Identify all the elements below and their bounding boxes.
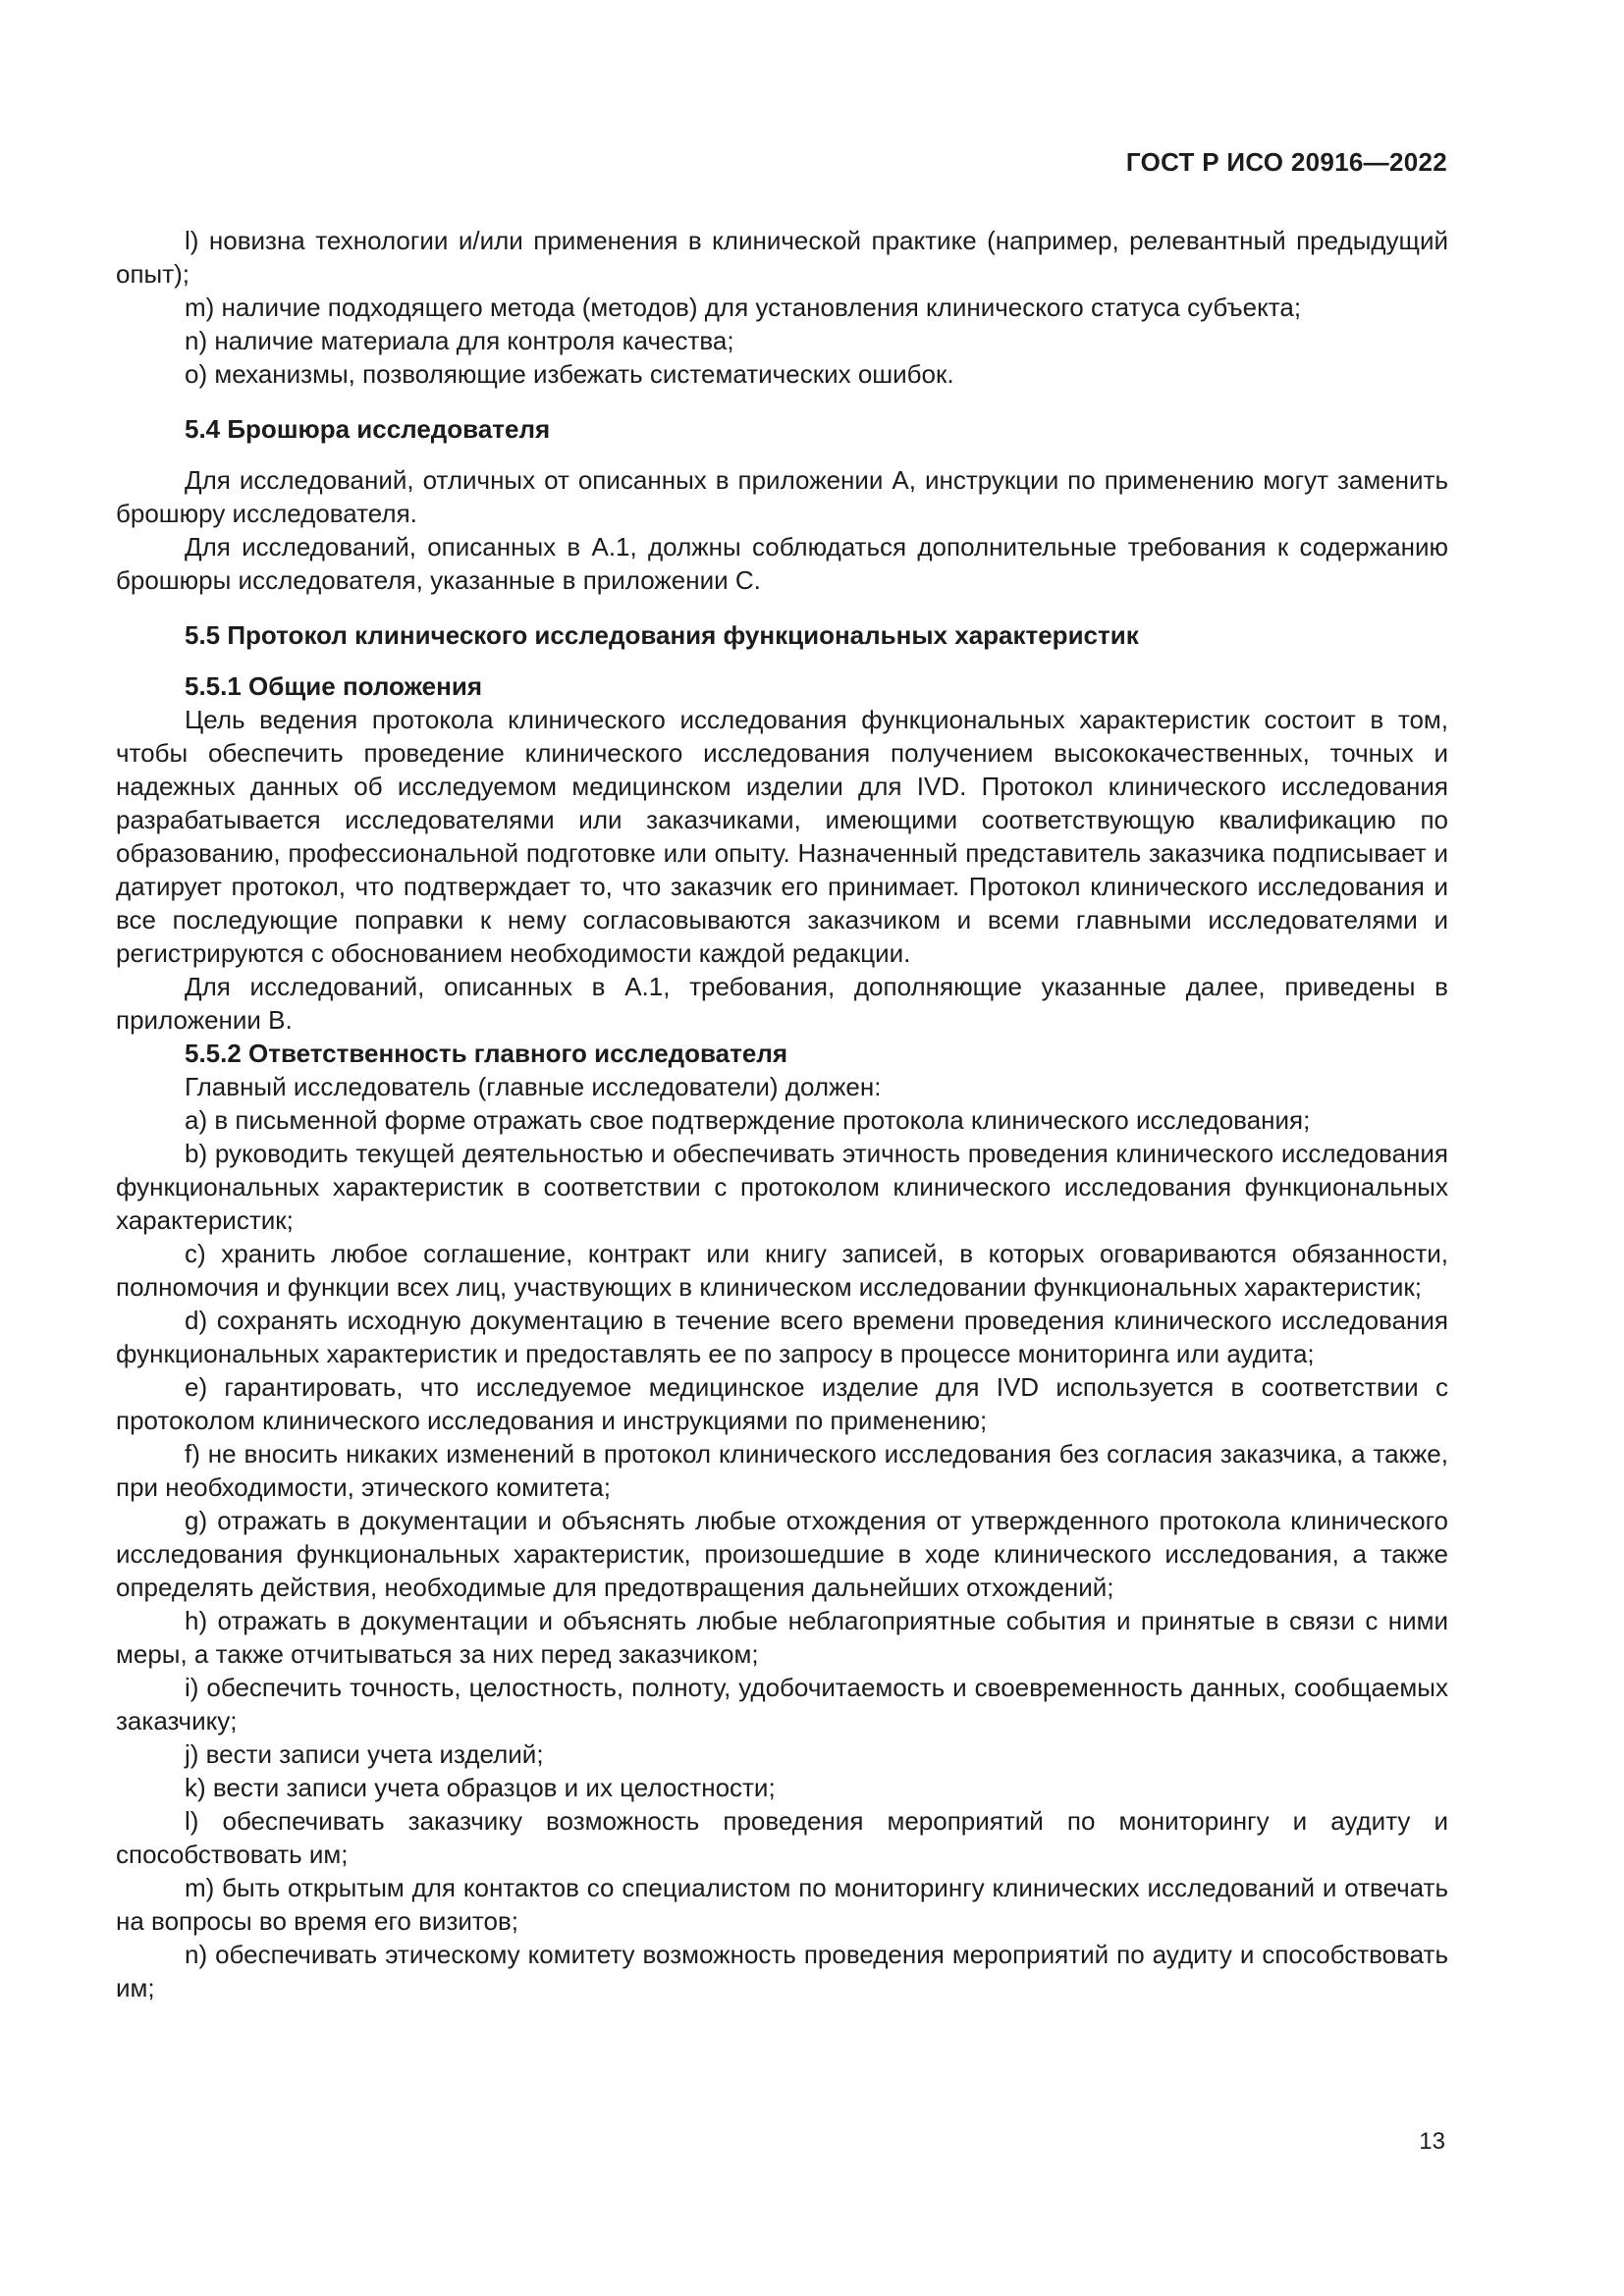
subsection-heading-5-5-1: 5.5.1 Общие положения xyxy=(185,671,482,701)
paragraph: Цель ведения протокола клинического исследования функциональных характеристик состоит в том, чтобы обеспечить проведение клинического исследования получением высококачественных, точных и надежных данных об исследуемом медицинском изделии для IVD. Протокол клинического исследования разрабатывается исследователями или заказчиками, имеющими соответствующую квалификацию по образованию, профессиональной подготовке или опыту. Назначенный представитель заказчика подписывает и датирует протокол, что подтверждает то, что заказчик его принимает. Протокол клинического исследования и все последующие поправки к нему согласовываются заказчиком и всеми главными исследователями и регистрируются с обоснованием необходимости каждой редакции. xyxy=(116,705,1448,968)
list-item: f) не вносить никаких изменений в протокол клинического исследования без согласия заказчика, а также, при необходимости, этического комитета; xyxy=(116,1439,1448,1502)
list-item: i) обеспечить точность, целостность, полноту, удобочитаемость и своевременность данных, сообщаемых заказчику; xyxy=(116,1673,1448,1735)
list-item: n) обеспечивать этическому комитету возможность проведения мероприятий по аудиту и способствовать им; xyxy=(116,1940,1448,2002)
list-item: e) гарантировать, что исследуемое медицинское изделие для IVD используется в соответствии с протоколом клинического исследования и инструкциями по применению; xyxy=(116,1372,1448,1435)
page-content xyxy=(116,224,1448,2004)
subsection-heading-5-5-2: 5.5.2 Ответственность главного исследователя xyxy=(185,1039,788,1068)
paragraph-lead: Главный исследователь (главные исследователи) должен: xyxy=(185,1072,882,1101)
list-item: h) отражать в документации и объяснять любые неблагоприятные события и принятые в связи с ними меры, а также отчитываться за них перед заказчиком; xyxy=(116,1606,1448,1669)
paragraph: Для исследований, описанных в А.1, требования, дополняющие указанные далее, приведены в приложении В. xyxy=(116,972,1448,1035)
list-item: g) отражать в документации и объяснять любые отхождения от утвержденного протокола клинического исследования функциональных характеристик, произошедшие в ходе клинического исследования, а также определять действия, необходимые для предотвращения дальнейших отхождений; xyxy=(116,1506,1448,1602)
list-item: b) руководить текущей деятельностью и обеспечивать этичность проведения клинического исследования функциональных характеристик в соответствии с протоколом клинического исследования функциональных характеристик; xyxy=(116,1139,1448,1235)
list-item: o) механизмы, позволяющие избежать систематических ошибок. xyxy=(185,359,954,389)
paragraph: Для исследований, отличных от описанных в приложении А, инструкции по применению могут заменить брошюру исследователя. xyxy=(116,465,1448,528)
list-item: d) сохранять исходную документацию в течение всего времени проведения клинического исследования функциональных характеристик и предоставлять ее по запросу в процессе мониторинга или аудита; xyxy=(116,1306,1448,1368)
list-item: m) быть открытым для контактов со специалистом по мониторингу клинических исследований и отвечать на вопросы во время его визитов; xyxy=(116,1873,1448,1936)
list-item: a) в письменной форме отражать свое подтверждение протокола клинического исследования; xyxy=(185,1105,1311,1135)
list-item: n) наличие материала для контроля качества; xyxy=(185,326,734,355)
section-heading-5-4: 5.4 Брошюра исследователя xyxy=(185,414,551,444)
list-item: j) вести записи учета изделий; xyxy=(185,1739,544,1769)
list-item: l) новизна технологии и/или применения в клинической практике (например, релевантный предыдущий опыт); xyxy=(116,226,1448,289)
list-item: c) хранить любое соглашение, контракт или книгу записей, в которых оговариваются обязанности, полномочия и функции всех лиц, участвующих в клиническом исследовании функциональных характеристик; xyxy=(116,1239,1448,1302)
document-id-header: ГОСТ Р ИСО 20916—2022 xyxy=(1125,147,1447,177)
page-number: 13 xyxy=(1419,2128,1445,2155)
paragraph: Для исследований, описанных в А.1, должны соблюдаться дополнительные требования к содержанию брошюры исследователя, указанные в приложении С. xyxy=(116,532,1448,595)
list-item: m) наличие подходящего метода (методов) для установления клинического статуса субъекта; xyxy=(185,293,1302,322)
list-item: k) вести записи учета образцов и их целостности; xyxy=(185,1773,776,1802)
list-item: l) обеспечивать заказчику возможность проведения мероприятий по мониторингу и аудиту и способствовать им; xyxy=(116,1806,1448,1869)
section-heading-5-5: 5.5 Протокол клинического исследования функциональных характеристик xyxy=(185,620,1139,650)
